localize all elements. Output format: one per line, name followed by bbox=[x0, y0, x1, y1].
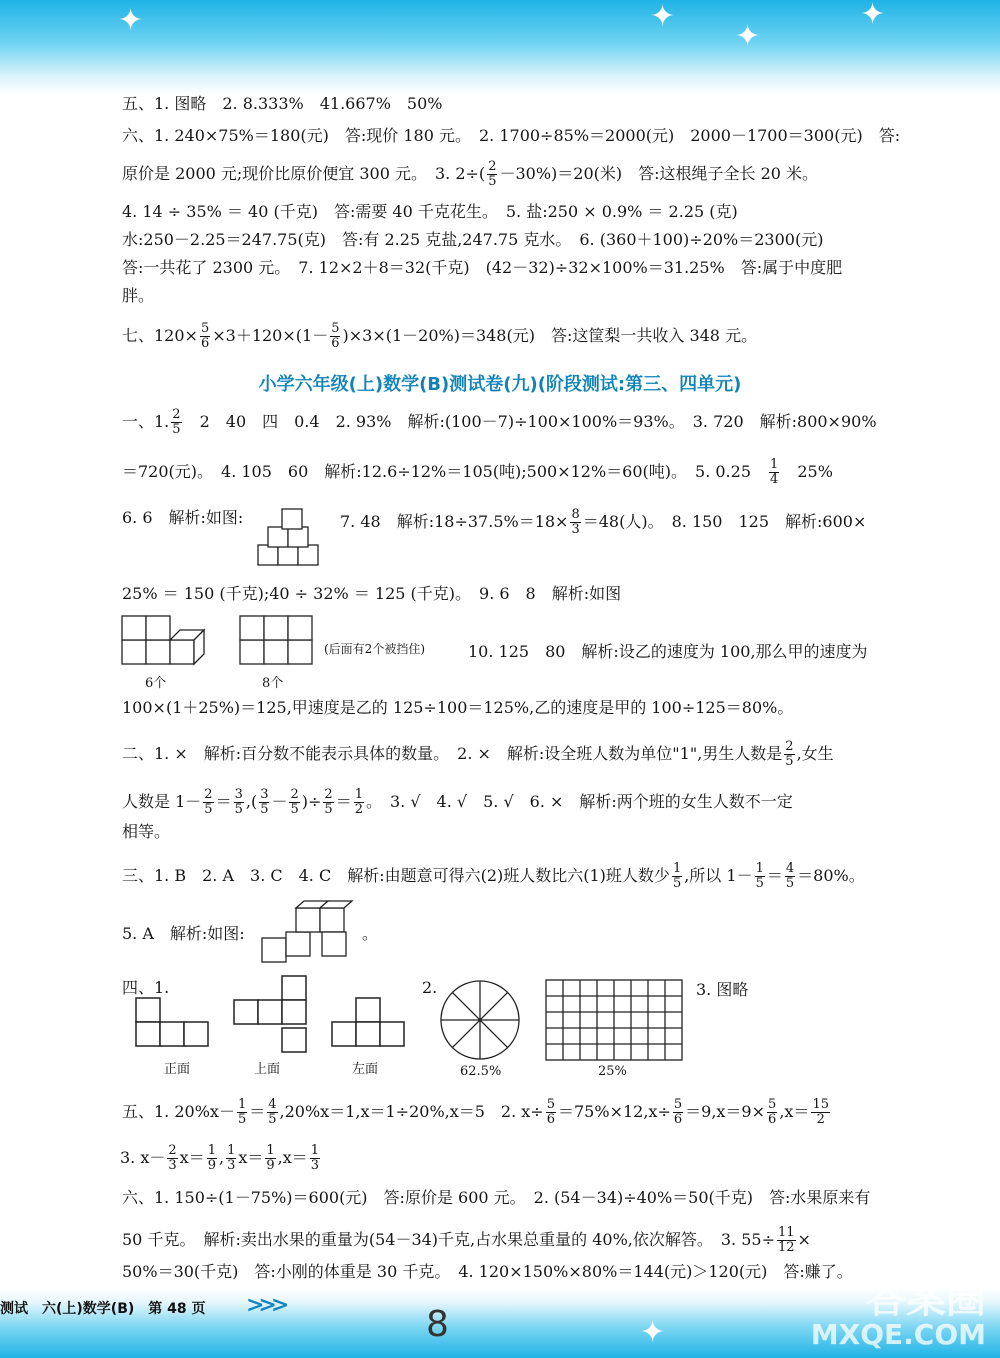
front-view-figure bbox=[134, 996, 214, 1050]
sparkle-icon: ✦ bbox=[118, 3, 144, 38]
answer-line: 3. 图略 bbox=[696, 980, 749, 999]
section-title: 小学六年级(上)数学(B)测试卷(九)(阶段测试:第三、四单元) bbox=[258, 374, 742, 395]
handwritten-page-number: 8 bbox=[426, 1304, 449, 1345]
answer-line: 六、1. 150÷(1－75%)＝600(元) 答:原价是 600 元。 2. (54－34)÷40%＝50(千克) 答:水果原来有 bbox=[122, 1188, 871, 1207]
left-view-figure bbox=[330, 996, 406, 1050]
answer-line: ＝720(元)。 4. 105 60 解析:12.6÷12%＝105(吨);500×12%＝60(吨)。 5. 0.25 $\frac{1}{4}$ 25% bbox=[122, 457, 833, 487]
answer-line: 人数是 1－ $\frac{2}{5}$ ＝ $\frac{3}{5}$ ,( $\frac{3}{5}$ － $\frac{2}{5}$ )÷ $\frac{2}{5}$ ＝ $\frac{1}{2}$ 。 3. √ 4. √ 5. √ 6. × 解析:两个班的女生人数不一定 bbox=[122, 787, 793, 817]
figure-caption: 左面 bbox=[352, 1062, 379, 1077]
answer-line: 5. A 解析:如图: bbox=[122, 924, 245, 943]
answer-line: 一、1. $\frac{2}{5}$ 2 40 四 0.4 2. 93% 解析:(100－7)÷100×100%＝93%。 3. 720 解析:800×90% bbox=[122, 407, 877, 437]
top-view-figure bbox=[280, 1026, 308, 1054]
double-arrow-icon: >>> bbox=[246, 1292, 284, 1318]
answer-line: 水:250－2.25＝247.75(克) 答:有 2.25 克盐,247.75 克水。 6. (360＋100)÷20%＝2300(元) bbox=[122, 230, 824, 249]
answer-line: 4. 14 ÷ 35% ＝ 40 (千克) 答:需要 40 千克花生。 5. 盐:250 × 0.9% ＝ 2.25 (克) bbox=[122, 202, 738, 221]
answer-line: 原价是 2000 元;现价比原价便宜 300 元。 3. 2÷( $\frac{2}{5}$ －30%)＝20(米) 答:这根绳子全长 20 米。 bbox=[122, 159, 819, 189]
sparkle-icon: ✦ bbox=[640, 1315, 666, 1350]
answer-line: 三、1. B 2. A 3. C 4. C 解析:由题意可得六(2)班人数比六(1)班人数少 $\frac{1}{5}$ ,所以 1－ $\frac{1}{5}$ ＝ $\frac{4}{5}$ ＝80%。 bbox=[122, 861, 865, 891]
answer-line: 3. x－ $\frac{2}{3}$ x＝ $\frac{1}{9}$ , $\frac{1}{3}$ x＝ $\frac{1}{9}$ ,x＝ $\frac{1}{3}$ bbox=[120, 1143, 320, 1173]
figure-caption: 25% bbox=[598, 1064, 627, 1079]
answer-line: 50 千克。 解析:卖出水果的重量为(54－34)千克,占水果总重量的 40%,依次解答。 3. 55÷ $\frac{11}{12}$ × bbox=[122, 1225, 811, 1255]
grid-figure bbox=[544, 978, 684, 1062]
figure-caption: 8个 bbox=[262, 676, 284, 691]
answer-line: 五、1. 20%x－ $\frac{1}{5}$ ＝ $\frac{4}{5}$ ,20%x＝1,x＝1÷20%,x＝5 2. x÷ $\frac{5}{6}$ ＝75%×12,x÷ $\frac{5}{6}$ ＝9,x＝9× $\frac{5}{6}$ ,x＝ $\frac{15}{2}$ bbox=[122, 1097, 829, 1127]
answer-line: 25% ＝ 150 (千克);40 ÷ 32% ＝ 125 (千克)。 9. 6 8 解析:如图 bbox=[122, 584, 622, 603]
page-footer: 测试 六(上)数学(B) 第 48 页 bbox=[0, 1301, 206, 1317]
sparkle-icon: ✦ bbox=[860, 0, 886, 32]
answer-line: 胖。 bbox=[122, 286, 155, 305]
figure-caption: 6个 bbox=[145, 676, 167, 691]
cube-stack-figure bbox=[258, 898, 362, 966]
sparkle-icon: ✦ bbox=[735, 19, 761, 54]
figure-6-cubes bbox=[120, 612, 212, 668]
figure-8-cubes bbox=[238, 612, 324, 668]
answer-line: 相等。 bbox=[122, 822, 171, 841]
figure-caption: 正面 bbox=[164, 1062, 191, 1077]
answer-line: 7. 48 解析:18÷37.5%＝18× $\frac{8}{3}$ ＝48(人)。 8. 150 125 解析:600× bbox=[340, 507, 867, 537]
answer-line: 四、1. bbox=[122, 978, 170, 997]
figure-note: (后面有2个被挡住) bbox=[324, 642, 425, 656]
top-view-figure bbox=[232, 974, 308, 1028]
answer-line: 二、1. × 解析:百分数不能表示具体的数量。 2. × 解析:设全班人数为单位"1",男生人数是 $\frac{2}{5}$ ,女生 bbox=[122, 739, 834, 769]
watermark-logo: 答案圈 MXQE.COM bbox=[810, 1276, 986, 1351]
cube-stack-figure bbox=[256, 505, 322, 571]
answer-line: 六、1. 240×75%＝180(元) 答:现价 180 元。 2. 1700÷85%＝2000(元) 2000－1700＝300(元) 答: bbox=[122, 126, 901, 145]
answer-line: 100×(1＋25%)＝125,甲速度是乙的 125÷100＝125%,乙的速度是甲的 100÷125＝80%。 bbox=[122, 698, 794, 717]
circle-divided-figure bbox=[438, 978, 522, 1062]
figure-caption: 62.5% bbox=[460, 1064, 502, 1079]
answer-line: 10. 125 80 解析:设乙的速度为 100,那么甲的速度为 bbox=[468, 642, 868, 661]
answer-line: 6. 6 解析:如图: bbox=[122, 508, 244, 527]
top-decorative-band bbox=[0, 0, 1000, 95]
answer-line: 2. bbox=[422, 978, 438, 997]
figure-caption: 上面 bbox=[254, 1062, 281, 1077]
answer-line: 50%＝30(千克) 答:小刚的体重是 30 千克。 4. 120×150%×80%＝144(元)＞120(元) 答:赚了。 bbox=[122, 1262, 853, 1281]
answer-line: 五、1. 图略 2. 8.333% 41.667% 50% bbox=[122, 94, 443, 113]
answer-line: 七、120× $\frac{5}{6}$ ×3＋120×(1－ $\frac{5}{6}$ )×3×(1－20%)＝348(元) 答:这筐梨一共收入 348 元。 bbox=[122, 321, 758, 351]
answer-line: 。 bbox=[362, 924, 379, 943]
answer-line: 答:一共花了 2300 元。 7. 12×2＋8＝32(千克) (42－32)÷32×100%＝31.25% 答:属于中度肥 bbox=[122, 258, 843, 277]
sparkle-icon: ✦ bbox=[650, 0, 676, 34]
